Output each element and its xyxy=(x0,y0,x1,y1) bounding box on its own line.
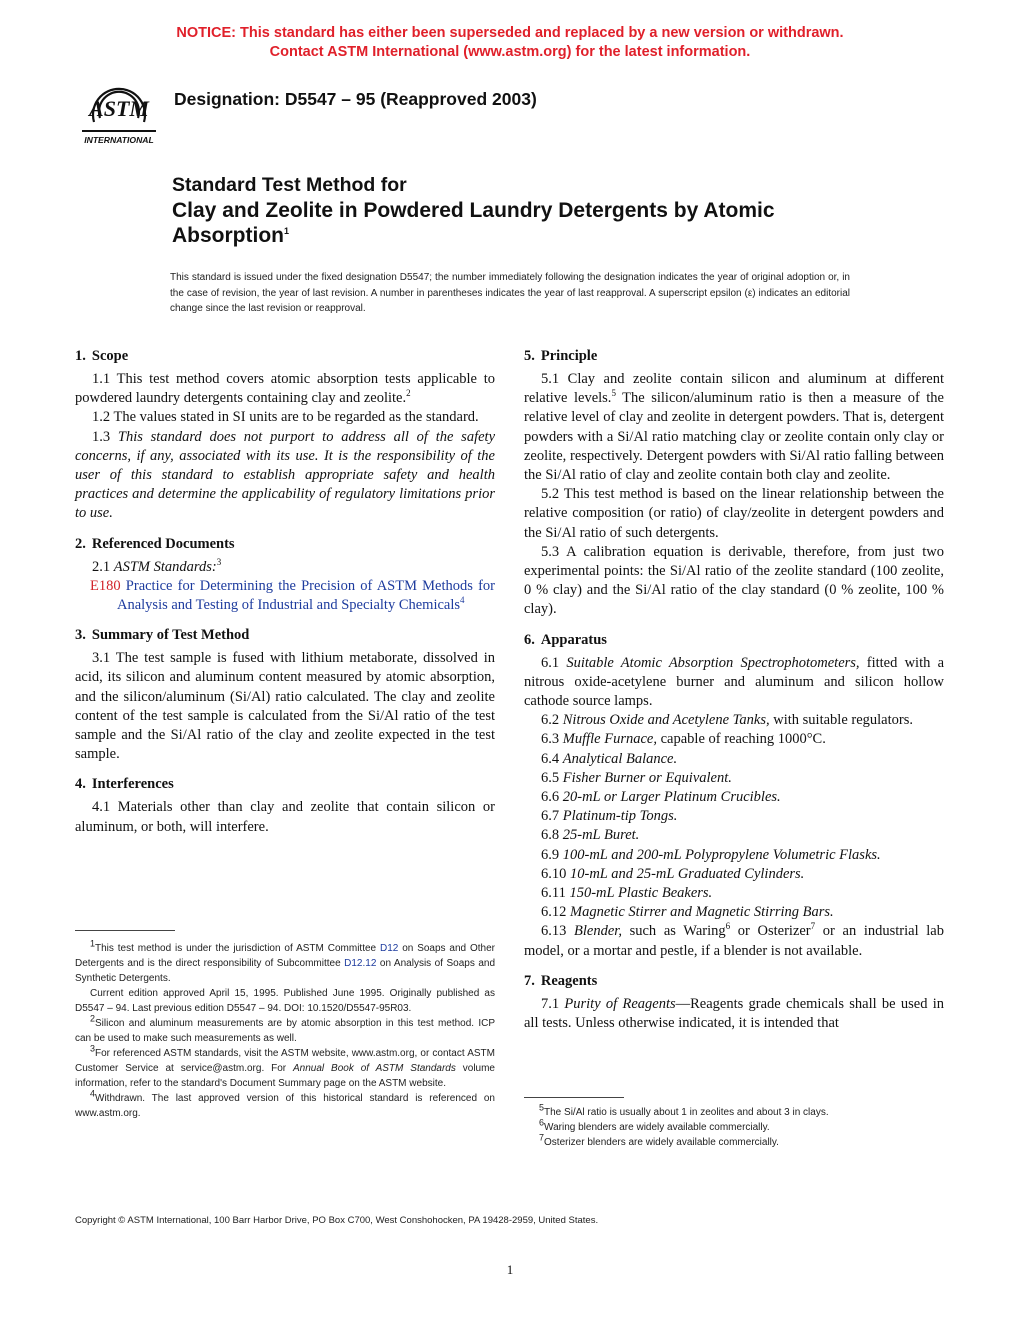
footnote-1: $^1$This test method is under the jurisdiction of ASTM Committee D12 on Soaps and Other Detergents and is the direct responsibility of Subcommittee D12.12 on Analysis of Soaps and Synthetic Detergents. xyxy=(75,938,496,984)
scope-1-2: 1.2 The values stated in SI units are to be regarded as the standard. xyxy=(92,409,479,426)
footnote-1-edition: Current edition approved April 15, 1995. Published June 1995. Originally published as D5547 – 94. Last previous edition D5547 – 94. DOI: 10.1520/D5547-95R03. xyxy=(75,988,495,1014)
footnote-ref-3[interactable]: 3 xyxy=(216,556,222,567)
principle-5-3: 5.3 A calibration equation is derivable, therefore, from just two experimental points: the Si/Al ratio of the zeolite standard (100 zeolite, 0 % clay) and the Si/Al ratio of the clay standard (0 % zeolite, 100 % clay). xyxy=(524,543,944,618)
footnote-ref-6[interactable]: 6 xyxy=(725,921,731,932)
section-heading-summary: 3. Summary of Test Method xyxy=(75,627,250,644)
designation: Designation: D5547 – 95 (Reapproved 2003) xyxy=(174,89,537,109)
section-heading-scope: 1. Scope xyxy=(75,348,129,364)
apparatus-item: 6.9 100-mL and 200-mL Polypropylene Volumetric Flasks. xyxy=(541,846,881,863)
footnote-2: $^2$Silicon and aluminum measurements are by atomic absorption in this test method. ICP can be used to make such measurements as well. xyxy=(75,1013,495,1044)
scope-1-3: 1.3 This standard does not purport to address all of the safety concerns, if any, associated with its use. It is the responsibility of the user of this standard to establish appropriate safety and health practices and determine the applicability of regulatory limitations prior to use. xyxy=(75,428,496,522)
section-heading-interferences: 4. Interferences xyxy=(75,776,174,793)
apparatus-item: 6.12 Magnetic Stirrer and Magnetic Stirring Bars. xyxy=(541,904,834,921)
footnote-3: $^3$For referenced ASTM standards, visit the ASTM website, www.astm.org, or contact ASTM Customer Service at service@astm.org. For Annual Book of ASTM Standards volume information, refer to the standard's Document Summary page on the ASTM website. xyxy=(75,1043,495,1089)
title-footnote-mark[interactable]: 1 xyxy=(283,226,289,236)
section-heading-apparatus: 6. Apparatus xyxy=(524,631,607,648)
subcommittee-link[interactable]: D12.12 xyxy=(344,958,377,969)
apparatus-item-blender: 6.13 Blender, such as Waring$^6$ or Osterizer$^7$ or an industrial lab model, or a mortar and pestle, if a blender is not available. xyxy=(524,921,944,959)
apparatus-item: 6.1 Suitable Atomic Absorption Spectrophotometers, fitted with a nitrous oxide-acetylene burner and aluminum and silicon hollow cathode source lamps. xyxy=(524,654,944,710)
principle-5-1: 5.1 Clay and zeolite contain silicon and aluminum at different relative levels.$^5$ The silicon/aluminum ratio is then a measure of the relative level of clay and zeolite in detergent powders. That is, detergent powders with a Si/Al ratio matching clay or zeolite contain only clay or zeolite, respectively. Detergent powders with Si/Al ratio falling between the Si/Al ratio of clay and zeolite contain both clay and zeolite. xyxy=(524,371,944,484)
apparatus-item: 6.6 20-mL or Larger Platinum Crucibles. xyxy=(541,789,781,806)
supersede-notice xyxy=(0,24,1020,62)
footnote-7: $^7$Osterizer blenders are widely available commercially. xyxy=(539,1132,779,1148)
reagents-7-1: 7.1 Purity of Reagents—Reagents grade chemicals shall be used in all tests. Unless otherwise indicated, it is intended that xyxy=(524,995,945,1032)
footnote-ref-4[interactable]: 4 xyxy=(460,595,465,606)
footnote-divider xyxy=(524,1097,624,1098)
apparatus-item: 6.3 Muffle Furnace, capable of reaching 1000°C. xyxy=(541,731,826,748)
notice-line-2: Contact ASTM International (www.astm.org) for the latest information. xyxy=(269,44,751,60)
section-heading-referenced: 2. Referenced Documents xyxy=(75,535,235,552)
apparatus-item: 6.10 10-mL and 25-mL Graduated Cylinders. xyxy=(541,865,805,882)
reference-title[interactable]: Practice for Determining the Precision of ASTM Methods for Analysis and Testing of Industrial and Specialty Chemicals xyxy=(117,577,495,614)
footnote-ref-5[interactable]: 5 xyxy=(611,388,616,399)
footnote-6: $^6$Waring blenders are widely available commercially. xyxy=(539,1117,770,1133)
principle-5-2: 5.2 This test method is based on the linear relationship between the relative composition (or ratio) of clay/zeolite in detergent powders and the Si/Al ratio of such detergents. xyxy=(524,486,944,541)
referenced-2-1: 2.1 ASTM Standards:$^3$ xyxy=(92,556,222,575)
logo-subtext: INTERNATIONAL xyxy=(84,135,154,145)
notice-line-1: NOTICE: This standard has either been superseded and replaced by a new version or withdrawn. xyxy=(176,25,844,41)
reference-e180[interactable] xyxy=(90,577,495,615)
committee-link[interactable]: D12 xyxy=(379,943,399,954)
apparatus-item: 6.5 Fisher Burner or Equivalent. xyxy=(541,769,732,786)
apparatus-item: 6.2 Nitrous Oxide and Acetylene Tanks, with suitable regulators. xyxy=(541,712,913,729)
logo-text: ASTM xyxy=(89,96,149,121)
page-title xyxy=(172,198,892,248)
footnote-4: $^4$Withdrawn. The last approved version of this historical standard is referenced on www.astm.org. xyxy=(75,1088,495,1119)
title-line-2: Clay and Zeolite in Powdered Laundry Detergents by Atomic Absorption xyxy=(172,199,775,247)
copyright: Copyright © ASTM International, 100 Barr Harbor Drive, PO Box C700, West Conshohocken, PA 19428-2959, United States. xyxy=(75,1215,599,1226)
left-column xyxy=(75,346,495,837)
issued-note: This standard is issued under the fixed designation D5547; the number immediately following the designation indicates the year of original adoption or, in the case of revision, the year of last revision. A number in parentheses indicates the year of last reapproval. A superscript epsilon (ε) indicates an editorial change since the last revision or reapproval. xyxy=(170,272,850,314)
footnote-5: $^5$The Si/Al ratio is usually about 1 in zeolites and about 3 in clays. xyxy=(539,1102,829,1118)
reference-code[interactable]: E180 xyxy=(90,577,121,594)
section-heading-reagents: 7. Reagents xyxy=(524,972,598,989)
astm-logo-icon xyxy=(80,72,158,150)
interferences-4-1: 4.1 Materials other than clay and zeolite that contain silicon or aluminum, or both, will interfere. xyxy=(75,799,495,835)
page-number: 1 xyxy=(506,1262,514,1277)
footnote-divider xyxy=(75,930,175,931)
apparatus-item: 6.4 Analytical Balance. xyxy=(541,750,678,767)
apparatus-item: 6.7 Platinum-tip Tongs. xyxy=(541,808,678,825)
title-line-1: Standard Test Method for xyxy=(172,174,407,196)
summary-3-1: 3.1 The test sample is fused with lithium metaborate, dissolved in acid, its silicon and aluminum content measured by atomic absorption, and the silicon/aluminum (Si/Al) ratio calculated. The clay and zeolite content of the test sample is calculated from the Si/Al ratio of the test sample and the Si/Al ratio of the clay and zeolite expected in the test sample. xyxy=(75,650,495,763)
scope-1-1: 1.1 This test method covers atomic absorption tests applicable to powdered laundry detergents containing clay and zeolite.$^2$ xyxy=(75,371,495,407)
footnote-ref-7[interactable]: 7 xyxy=(810,921,816,932)
apparatus-item: 6.8 25-mL Buret. xyxy=(541,827,640,844)
footnote-ref-2[interactable]: 2 xyxy=(406,388,411,399)
right-column xyxy=(524,346,944,1033)
footnotes-right xyxy=(524,1102,944,1150)
footnotes-left xyxy=(75,938,496,1121)
apparatus-item: 6.11 150-mL Plastic Beakers. xyxy=(541,885,713,902)
section-heading-principle: 5. Principle xyxy=(524,348,598,364)
